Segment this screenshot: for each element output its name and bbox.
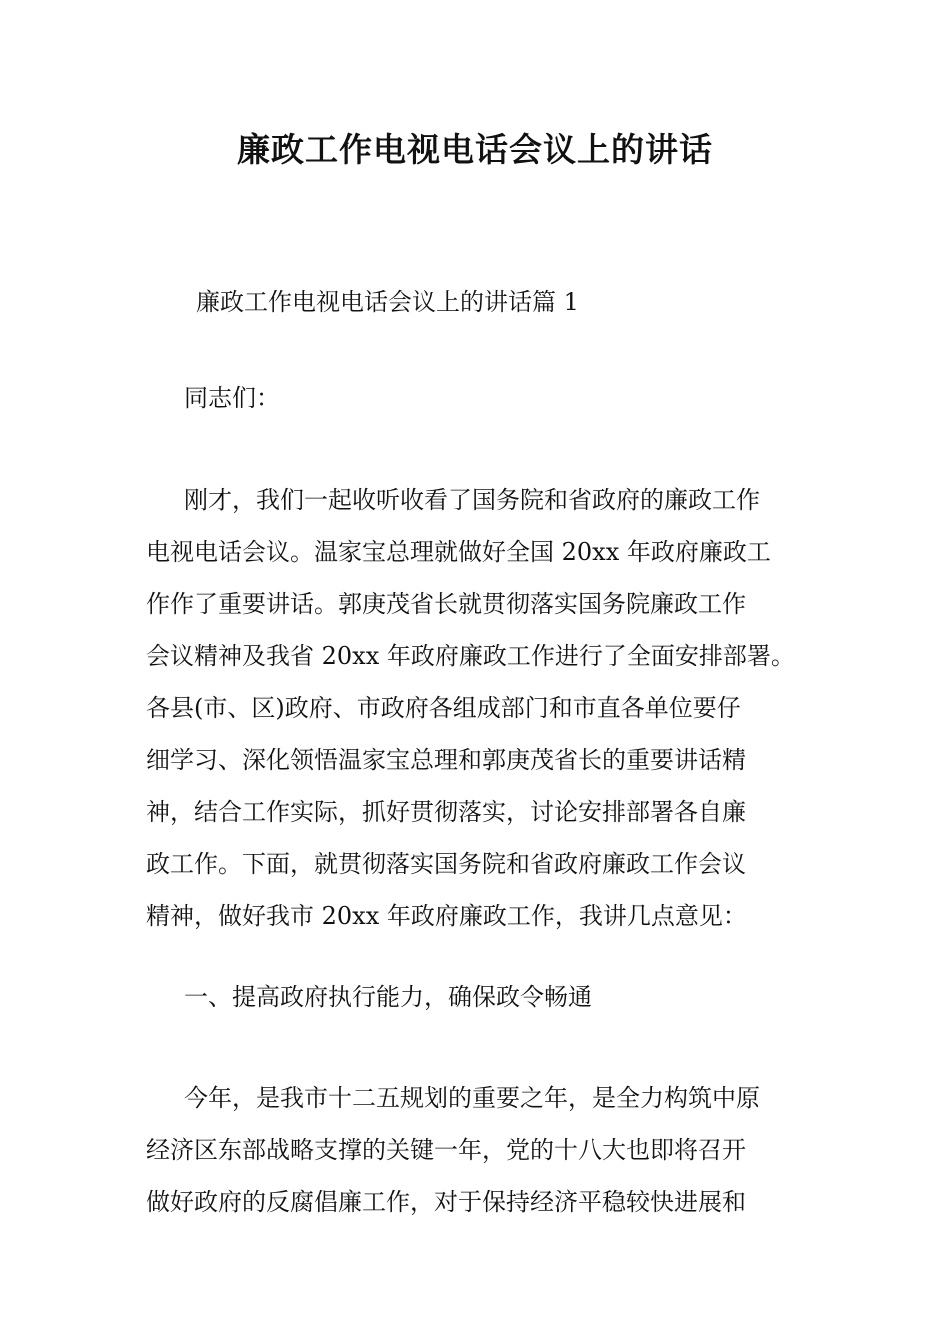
- paragraph-line: 电视电话会议。温家宝总理就做好全国 20xx 年政府廉政工: [146, 538, 771, 566]
- document-title: 廉政工作电视电话会议上的讲话: [237, 130, 713, 169]
- paragraph-line: 刚才，我们一起收听收看了国务院和省政府的廉政工作: [184, 486, 760, 514]
- paragraph-line: 会议精神及我省 20xx 年政府廉政工作进行了全面安排部署。: [146, 642, 795, 670]
- paragraph-line: 经济区东部战略支撑的关键一年，党的十八大也即将召开: [146, 1136, 746, 1164]
- paragraph-line: 今年，是我市十二五规划的重要之年，是全力构筑中原: [184, 1084, 760, 1112]
- section-heading: 一、提高政府执行能力，确保政令畅通: [184, 983, 592, 1011]
- paragraph-opening: [146, 474, 826, 942]
- paragraph-line: 作作了重要讲话。郭庚茂省长就贯彻落实国务院廉政工作: [146, 590, 746, 618]
- document-subtitle: 廉政工作电视电话会议上的讲话篇 1: [196, 288, 579, 316]
- paragraph-line: 细学习、深化领悟温家宝总理和郭庚茂省长的重要讲话精: [146, 746, 746, 774]
- salutation: 同志们：: [184, 384, 280, 412]
- paragraph-line: 做好政府的反腐倡廉工作，对于保持经济平稳较快进展和: [146, 1188, 746, 1216]
- paragraph-line: 神，结合工作实际，抓好贯彻落实，讨论安排部署各自廉: [146, 798, 746, 826]
- paragraph-section-one: [146, 1072, 826, 1228]
- paragraph-line: 各县(市、区)政府、市政府各组成部门和市直各单位要仔: [146, 694, 741, 722]
- paragraph-line: 政工作。下面，就贯彻落实国务院和省政府廉政工作会议: [146, 850, 746, 878]
- paragraph-line: 精神，做好我市 20xx 年政府廉政工作，我讲几点意见：: [146, 902, 747, 930]
